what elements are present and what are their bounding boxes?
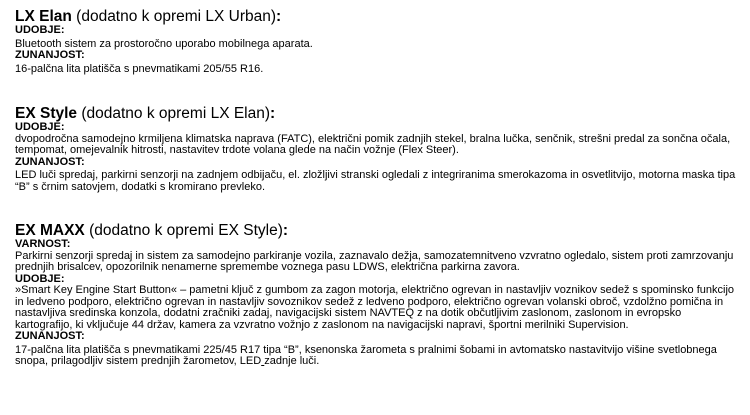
- trim-name: LX Elan: [15, 8, 72, 25]
- block-label-safety: VARNOST:: [15, 238, 71, 250]
- trim-note: (dodatno k opremi LX Urban): [71, 8, 277, 25]
- block-text-comfort: dvopodročna samodejno krmiljena klimatska naprava (FATC), električni pomik zadnjih stekel, bralna lučka, senčnik, strešni predal za sončna očala, tempomat, omejevalnik hitrosti, nastavitev trdote volana glede na način vožnje (Flex Steer).: [15, 132, 731, 156]
- exterior-text-end: zadnje luči.: [264, 355, 320, 367]
- block-label-exterior: ZUNANJOST:: [15, 49, 85, 61]
- exterior-text-main: 17-palčna lita platišča s pnevmatikami 225/45 R17 tipa “B”, ksenonska žarometa s pralnimi šobami in avtomatsko nastavitvijo višine svetlobnega snopa, prilagodljiv sistem prednjih žarometov, LED: [15, 343, 717, 367]
- block-text-exterior: LED luči spredaj, parkirni senzorji na zadnjem odbijaču, el. zložljivi stranski ogledali z integriranima smerokazoma in osvetlitvijo, motorna maska tipa “B” s črnim satovjem, dodatki s kromirano prevleko.: [15, 169, 736, 193]
- block-label-comfort: UDOBJE:: [15, 272, 65, 285]
- section-title: EX MAXX (dodatno k opremi EX Style):: [15, 222, 289, 239]
- section-title: LX Elan (dodatno k opremi LX Urban):: [15, 8, 282, 25]
- block-label-comfort: UDOBJE:: [15, 24, 65, 36]
- block-text-safety: Parkirni senzorji spredaj in sistem za samodejno parkiranje vozila, zaznavalo dežja, samozatemnitveno vzvratno ogledalo, sistem proti zamrzovanju prednjih brisalcev, opozorilnik nenamerne spremembe voznega pasu LDWS, električna parkirna zavora.: [15, 249, 734, 273]
- section-title: EX Style (dodatno k opremi LX Elan):: [15, 105, 276, 122]
- block-label-exterior: ZUNANJOST:: [15, 155, 85, 168]
- section-ex-style: [15, 105, 737, 193]
- section-ex-maxx: [15, 222, 737, 368]
- trim-note: (dodatno k opremi EX Style): [84, 222, 283, 239]
- trim-note: (dodatno k opremi LX Elan): [77, 105, 271, 122]
- block-label-comfort: UDOBJE:: [15, 121, 65, 133]
- section-lx-elan: [15, 8, 737, 75]
- block-text-exterior: 16-palčna lita platišča s pnevmatikami 205/55 R16.: [15, 62, 264, 75]
- trim-name: EX MAXX: [15, 222, 85, 239]
- block-text-comfort: Bluetooth sistem za prostoročno uporabo mobilnega aparata.: [15, 37, 313, 50]
- trim-name: EX Style: [15, 105, 78, 122]
- block-text-comfort: »Smart Key Engine Start Button« – pametni ključ z gumbom za zagon motorja, električno ogrevan in nastavljiv voznikov sedež s spominsko funkcijo in ledveno podporo, električno ogrevan in nastavljiv sovoznikov sedež z ledveno podporo, električno ogrevan volanski obroč, vzdolžno pomična in nastavljiva sredinska konzola, dodatni zračniki zadaj, navigacijski sistem NAVTEQ z na dotik občutljivim zaslonom, zaslonom in evropsko kartografijo, ki vključuje 44 držav, kamera za vzvratno vožnjo z zaslonom na navigacijski napravi, športni merilniki Supervision.: [15, 284, 735, 331]
- block-label-exterior: ZUNANJOST:: [15, 330, 85, 342]
- block-text-exterior: [15, 345, 737, 368]
